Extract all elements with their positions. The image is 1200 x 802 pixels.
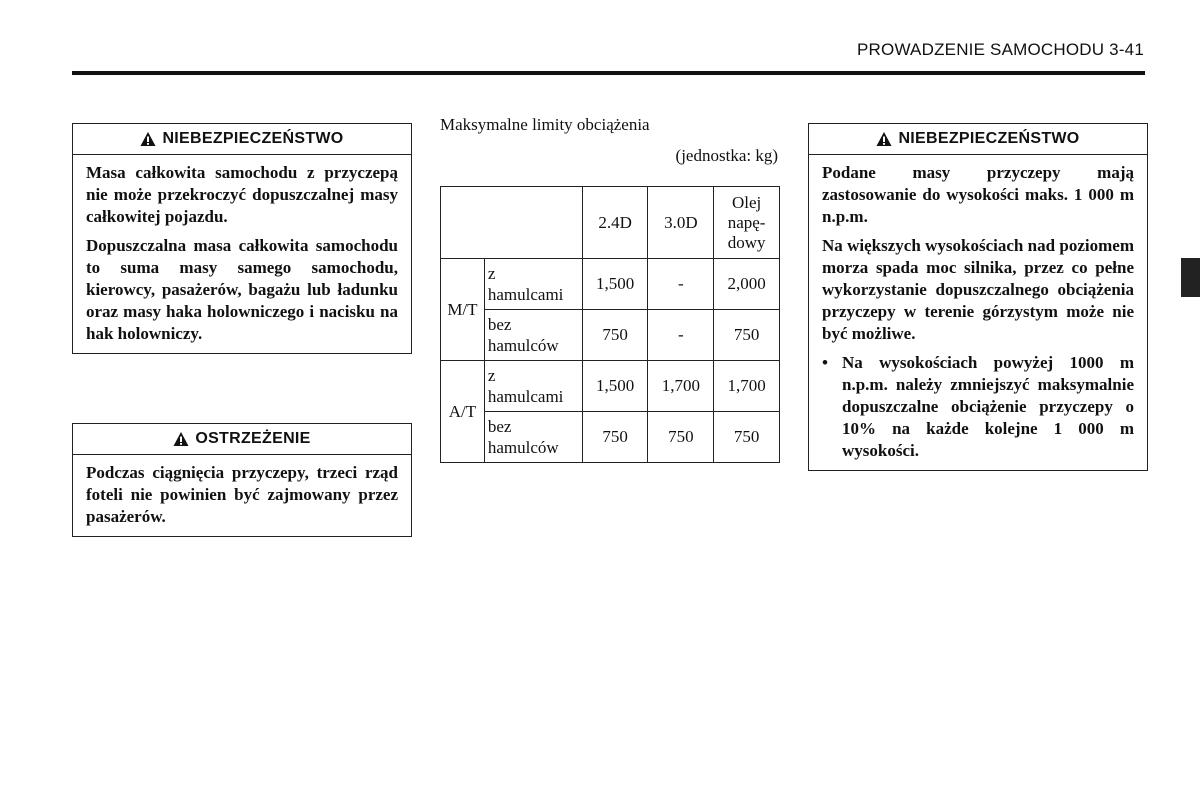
value-cell: 2,000 <box>714 259 780 310</box>
danger-right-paragraph: Podane masy przyczepy mają zastosowanie do wysokości maks. 1 000 m n.p.m. <box>822 163 1134 226</box>
table-unit: (jednostka: kg) <box>675 146 778 165</box>
value-cell: 750 <box>582 412 648 463</box>
value-cell: 750 <box>648 412 714 463</box>
table-title: Maksymalne limity obciążenia <box>440 115 650 134</box>
header-rule <box>72 71 1145 75</box>
warning-box-left-body <box>73 455 411 536</box>
value-cell: 1,500 <box>582 361 648 412</box>
table-row <box>441 259 780 310</box>
warning-box-left-title: OSTRZEŻENIE <box>195 430 311 447</box>
table-corner-cell <box>441 187 583 259</box>
table-row <box>441 310 780 361</box>
danger-box-right-title: NIEBEZPIECZEŃSTWO <box>898 130 1080 147</box>
brake-type-cell: z hamulcami <box>484 259 582 310</box>
column-header: 3.0D <box>648 187 714 259</box>
column-header-olej: Olej <box>731 192 762 212</box>
value-cell: 1,700 <box>714 361 780 412</box>
danger-right-bullet <box>822 352 1134 462</box>
danger-box-right-body <box>809 155 1147 470</box>
value-cell: 750 <box>714 310 780 361</box>
danger-left-paragraph: Masa całkowita samochodu z przyczepą nie może przekroczyć dopuszczalnej masy całkowitej pojazdu. <box>86 163 398 226</box>
value-cell: 750 <box>582 310 648 361</box>
warning-triangle-icon <box>173 431 189 447</box>
value-cell: - <box>648 259 714 310</box>
warning-triangle-icon <box>140 131 156 147</box>
danger-box-left-body <box>73 155 411 353</box>
danger-box-left-title: NIEBEZPIECZEŃSTWO <box>162 130 344 147</box>
transmission-label: A/T <box>441 361 485 463</box>
value-cell: 750 <box>714 412 780 463</box>
danger-box-right <box>808 123 1148 471</box>
table-header-row <box>441 187 780 259</box>
column-header-napedowy: napę- dowy <box>727 212 766 252</box>
danger-box-left-header <box>73 124 411 155</box>
danger-left-paragraph: Dopuszczalna masa całkowita samochodu to suma masy samego samochodu, kierowcy, pasażerów, bagażu lub ładunku oraz masy haka holowniczego i nacisku na hak holowniczy. <box>86 236 398 343</box>
bullet-text: Na wysokościach powyżej 1000 m n.p.m. należy zmniejszyć maksymalnie dopuszczalne obciążenie przyczepy o 10% na każde kolejne 1 000 m wysokości. <box>842 353 1134 460</box>
page-header-title: PROWADZENIE SAMOCHODU 3-41 <box>857 40 1144 59</box>
warning-triangle-icon <box>876 131 892 147</box>
table-row <box>441 412 780 463</box>
column-header <box>714 187 780 259</box>
value-cell: 1,500 <box>582 259 648 310</box>
warning-box-left-header <box>73 424 411 455</box>
value-cell: - <box>648 310 714 361</box>
brake-type-cell: z hamulcami <box>484 361 582 412</box>
danger-right-paragraph: Na większych wysokościach nad poziomem morza spada moc silnika, przez co pełne wykorzystanie dopuszczalnego obciążenia przyczepy w terenie górzystym może nie być możliwe. <box>822 236 1134 343</box>
load-limits-table <box>440 186 780 463</box>
brake-type-cell: bez hamulców <box>484 412 582 463</box>
brake-type-cell: bez hamulców <box>484 310 582 361</box>
value-cell: 1,700 <box>648 361 714 412</box>
warning-box-left <box>72 423 412 537</box>
danger-box-left <box>72 123 412 354</box>
bullet-mark: • <box>822 353 828 372</box>
table-row <box>441 361 780 412</box>
danger-box-right-header <box>809 124 1147 155</box>
column-header: 2.4D <box>582 187 648 259</box>
transmission-label: M/T <box>441 259 485 361</box>
warning-left-paragraph: Podczas ciągnięcia przyczepy, trzeci rząd foteli nie powinien być zajmowany przez pasażerów. <box>86 463 398 526</box>
chapter-tab-marker <box>1181 258 1200 297</box>
